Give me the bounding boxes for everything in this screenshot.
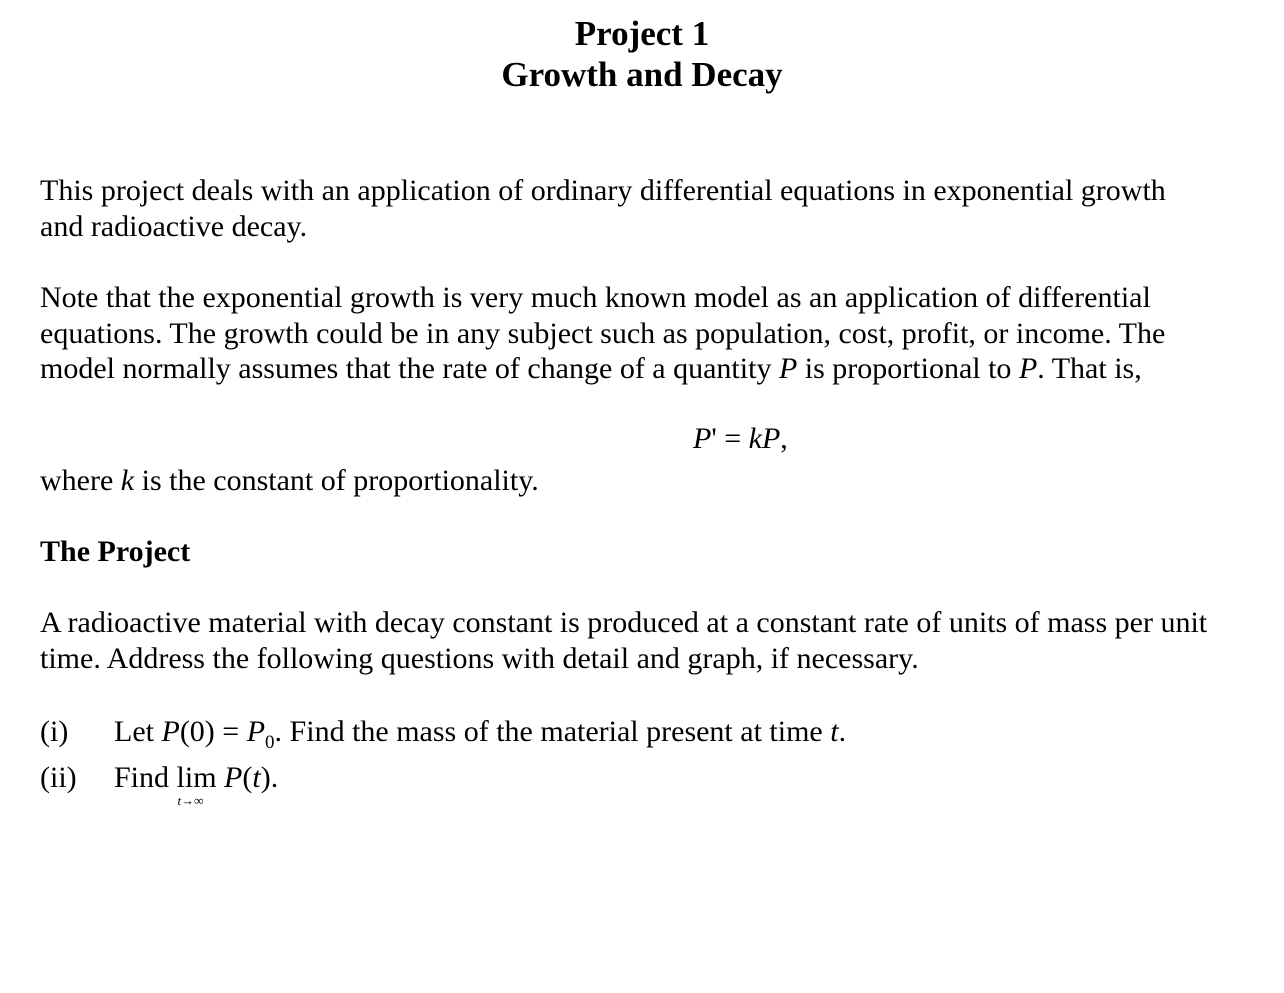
note-line-3 [40, 351, 1260, 387]
where-text: is the constant of proportionality. [134, 464, 539, 497]
function-p: P [224, 761, 243, 794]
intro-line-2: and radioactive decay. [40, 209, 308, 243]
question-number: (ii) [40, 761, 77, 794]
limit-operator [176, 760, 217, 808]
limit-label: lim [176, 761, 217, 794]
where-text: where [40, 464, 121, 497]
note-text: model normally assumes that the rate of change of a quantity [40, 352, 779, 385]
question-text: Let [114, 715, 162, 748]
variable-t: t [252, 761, 261, 794]
where-paragraph [40, 463, 1260, 499]
variable-p: P [1018, 352, 1038, 385]
project-line-1: A radioactive material with decay constant is produced at a constant rate of units of mass per unit [40, 606, 1208, 639]
question-item-1 [40, 714, 846, 754]
intro-paragraph [40, 173, 1260, 244]
question-text: ( [242, 761, 253, 794]
note-paragraph [40, 280, 1260, 387]
initial-p: P [246, 715, 266, 748]
variable-k: k [120, 464, 135, 497]
note-text: is proportional to [797, 352, 1019, 385]
equation-prime: ' [711, 422, 717, 455]
section-heading: The Project [40, 535, 191, 568]
question-text: . Find the mass of the material present at time [274, 715, 831, 748]
question-text: Find [114, 761, 177, 794]
equation-rhs: kP [748, 422, 781, 455]
where-line [40, 463, 1260, 499]
question-text: . [838, 715, 847, 748]
question-text: (0) = [179, 715, 247, 748]
variable-t: t [830, 715, 839, 748]
note-line-2: equations. The growth could be in any subject such as population, cost, profit, or income. The [40, 316, 1166, 350]
equation-comma: , [780, 422, 788, 455]
variable-p: P [778, 352, 798, 385]
growth-equation [693, 421, 788, 456]
title-line-2: Growth and Decay [501, 55, 783, 94]
intro-line-1: This project deals with an application of ordinary differential equations in exponential growth [40, 174, 1166, 207]
question-number: (i) [40, 715, 69, 748]
subscript-zero: 0 [265, 732, 275, 753]
project-paragraph [40, 605, 1260, 676]
limit-subscript: t→∞ [177, 793, 204, 808]
title-line-1: Project 1 [574, 14, 710, 53]
equation-equals: = [716, 422, 749, 455]
project-line-2: time. Address the following questions with detail and graph, if necessary. [40, 641, 919, 675]
function-p: P [161, 715, 180, 748]
note-text: . That is, [1037, 352, 1142, 385]
question-text: ). [260, 761, 279, 794]
question-item-2 [40, 760, 279, 808]
note-line-1: Note that the exponential growth is very much known model as an application of differential [40, 281, 1151, 314]
equation-lhs: P [693, 422, 712, 455]
